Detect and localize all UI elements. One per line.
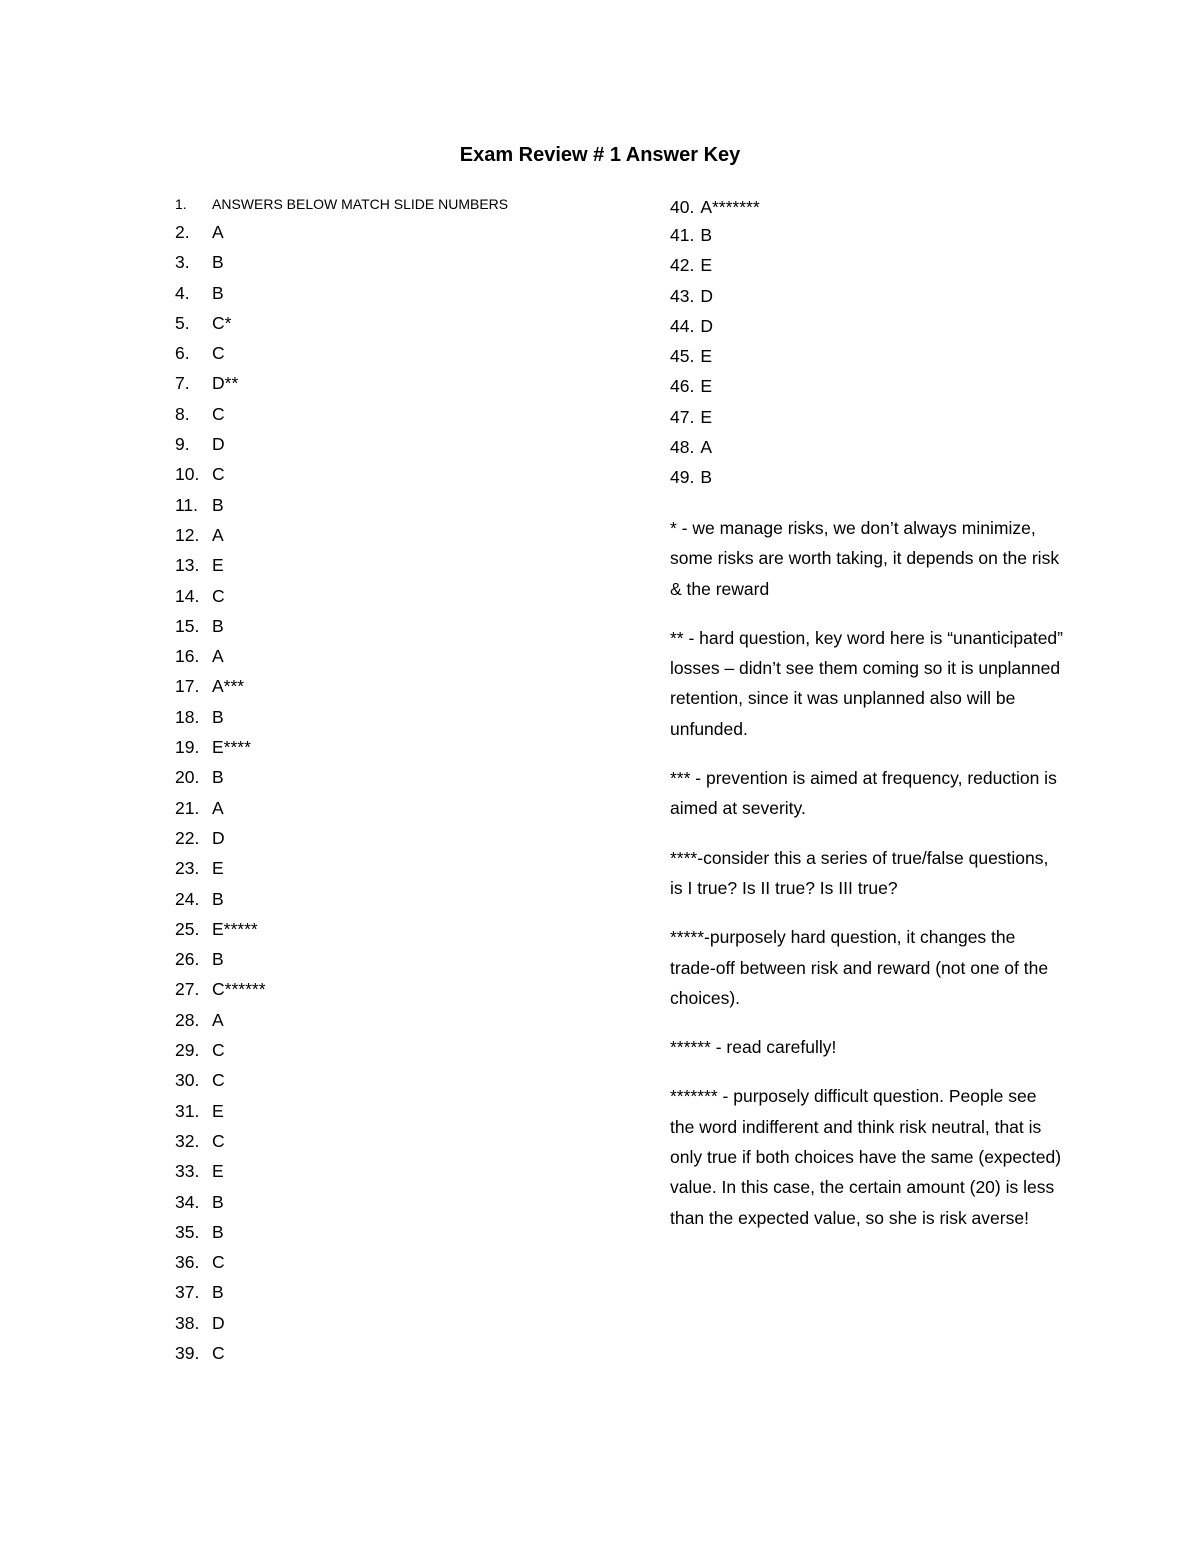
answer-item (175, 550, 635, 580)
answer-value: C (212, 1040, 225, 1061)
answer-item (175, 762, 635, 792)
answer-number: 6. (175, 343, 190, 364)
answer-number: 15. (175, 615, 200, 636)
answer-item (175, 1035, 635, 1065)
answer-value: B (212, 1282, 224, 1303)
answer-item (175, 974, 635, 1004)
answer-item (670, 281, 1070, 311)
answer-number: 16. (175, 646, 200, 667)
answer-item (175, 1065, 635, 1095)
answer-item (175, 853, 635, 883)
answer-item (175, 217, 635, 247)
answer-number: 4. (175, 282, 190, 303)
answer-value: B (212, 252, 224, 273)
answer-value: A (212, 524, 224, 545)
answer-number: 44. (670, 315, 695, 336)
answer-number: 39. (175, 1342, 200, 1363)
answer-value: D** (212, 373, 239, 394)
answer-item (670, 192, 1070, 220)
footnote: ****** - read carefully! (670, 1037, 837, 1058)
answer-item (175, 308, 635, 338)
answer-value: A (212, 797, 224, 818)
answer-number: 11. (175, 494, 199, 515)
answer-value: ANSWERS BELOW MATCH SLIDE NUMBERS (212, 196, 509, 212)
answer-item (175, 823, 635, 853)
answer-number: 5. (175, 312, 190, 333)
answer-number: 35. (175, 1221, 200, 1242)
answer-value: C (212, 464, 225, 485)
answer-value: A (212, 646, 224, 667)
answer-item (175, 884, 635, 914)
answer-number: 29. (175, 1040, 200, 1061)
answer-number: 48. (670, 437, 695, 458)
answer-value: A (212, 1009, 224, 1030)
answer-item (175, 399, 635, 429)
answer-number: 21. (175, 797, 200, 818)
answer-value: B (212, 767, 224, 788)
answer-value: B (212, 494, 224, 515)
answer-value: C (212, 1130, 225, 1151)
answer-item (175, 641, 635, 671)
answer-item (175, 520, 635, 550)
answer-value: B (212, 1191, 224, 1212)
answer-value: E (212, 555, 224, 576)
answer-number: 45. (670, 346, 695, 367)
answer-value: A (700, 437, 713, 458)
answer-item (175, 944, 635, 974)
answer-item (175, 1338, 635, 1368)
answer-item (175, 1005, 635, 1035)
answer-number: 47. (670, 406, 695, 427)
answer-value: A******* (700, 197, 760, 217)
footnote: ** - hard question, key word here is “unanticipated” losses – didn’t see them coming so it is unplanned retention, since it was unplanned also will be unfunded. (670, 627, 1063, 739)
footnotes (670, 513, 1065, 1252)
answer-item (175, 702, 635, 732)
footnote: *** - prevention is aimed at frequency, reduction is aimed at severity. (670, 768, 1057, 819)
answer-value: E**** (212, 737, 251, 758)
answer-number: 19. (175, 737, 200, 758)
answer-value: E (212, 858, 224, 879)
answer-value: E (700, 346, 713, 367)
answer-number: 8. (175, 403, 190, 424)
footnote: ****-consider this a series of true/false questions, is I true? Is II true? Is III true? (670, 847, 1049, 898)
answer-number: 9. (175, 434, 190, 455)
answer-item (175, 1187, 635, 1217)
answer-item (175, 278, 635, 308)
answer-item (175, 1308, 635, 1338)
answer-value: C (212, 1070, 225, 1091)
answer-item (670, 311, 1070, 341)
answer-value: E (700, 376, 713, 397)
answer-item (175, 1096, 635, 1126)
answer-value: B (212, 706, 224, 727)
answer-number: 7. (175, 373, 190, 394)
answer-value: D (700, 315, 713, 336)
answer-item (175, 671, 635, 701)
answer-number: 37. (175, 1282, 200, 1303)
answer-number: 38. (175, 1312, 200, 1333)
answer-number: 26. (175, 949, 200, 970)
answer-item (670, 371, 1070, 401)
answer-number: 20. (175, 767, 200, 788)
answer-number: 41. (670, 225, 695, 245)
answer-item (175, 338, 635, 368)
answer-number: 18. (175, 706, 200, 727)
answer-value: D (212, 827, 225, 848)
answer-number: 25. (175, 918, 200, 939)
answer-value: C (212, 1252, 225, 1273)
answer-number: 36. (175, 1252, 200, 1273)
answer-value: A*** (212, 676, 245, 697)
answer-item (670, 432, 1070, 462)
answer-number: 42. (670, 255, 695, 276)
answer-number: 31. (175, 1100, 200, 1121)
answer-number: 14. (175, 585, 200, 606)
answer-list-right (670, 192, 1070, 493)
answer-item (670, 462, 1070, 492)
answer-value: C* (212, 312, 232, 333)
answer-item (175, 611, 635, 641)
answer-value: E (212, 1100, 224, 1121)
answer-number: 34. (175, 1191, 200, 1212)
answer-item (175, 914, 635, 944)
answer-number: 13. (175, 555, 200, 576)
answer-list-left (175, 192, 635, 1368)
answer-item (175, 581, 635, 611)
answer-number: 46. (670, 376, 695, 397)
answer-value: D (212, 434, 225, 455)
answer-number: 33. (175, 1161, 200, 1182)
answer-value: B (212, 949, 224, 970)
page-title: Exam Review # 1 Answer Key (459, 144, 741, 166)
answer-number: 27. (175, 979, 200, 1000)
answer-value: B (212, 1221, 224, 1242)
answer-number: 49. (670, 467, 695, 488)
footnote: ******* - purposely difficult question. People see the word indifferent and think risk neutral, that is only true if both choices have the same (expected) value. In this case, the certain amount (20) is less than the expected value, so she is risk averse! (670, 1086, 1062, 1228)
answer-value: B (212, 282, 224, 303)
answer-number: 40. (670, 197, 695, 217)
answer-item (670, 250, 1070, 280)
footnote: *****-purposely hard question, it changes the trade-off between risk and reward (not one of the choices). (670, 927, 1049, 1008)
answer-value: C****** (212, 979, 266, 1000)
answer-item (175, 247, 635, 277)
answer-number: 10. (175, 464, 200, 485)
answer-item (175, 1126, 635, 1156)
answer-value: A (212, 222, 224, 242)
answer-item (175, 192, 635, 217)
answer-item (175, 368, 635, 398)
answer-item (670, 341, 1070, 371)
answer-number: 32. (175, 1130, 200, 1151)
answer-value: E***** (212, 918, 258, 939)
answer-item (175, 1217, 635, 1247)
answer-item (175, 490, 635, 520)
answer-number: 22. (175, 827, 200, 848)
answer-item (670, 220, 1070, 250)
answer-item (175, 429, 635, 459)
answer-number: 17. (175, 676, 200, 697)
answer-number: 28. (175, 1009, 200, 1030)
answer-number: 30. (175, 1070, 200, 1091)
answer-number: 43. (670, 285, 695, 306)
answer-item (175, 1277, 635, 1307)
answer-value: C (212, 343, 225, 364)
answer-item (175, 1247, 635, 1277)
answer-value: B (212, 615, 224, 636)
footnote: * - we manage risks, we don’t always minimize, some risks are worth taking, it depends on the risk & the reward (670, 518, 1060, 599)
answer-item (175, 793, 635, 823)
answer-item (175, 1156, 635, 1186)
answer-number: 3. (175, 252, 190, 273)
answer-value: C (212, 585, 225, 606)
answer-item (175, 459, 635, 489)
answer-value: B (212, 888, 224, 909)
answer-item (175, 732, 635, 762)
answer-value: B (700, 225, 713, 245)
answer-number: 1. (175, 196, 187, 212)
answer-number: 12. (175, 524, 200, 545)
answer-number: 24. (175, 888, 200, 909)
answer-item (670, 402, 1070, 432)
answer-value: D (700, 285, 713, 306)
answer-value: B (700, 467, 713, 488)
answer-value: D (212, 1312, 225, 1333)
answer-number: 2. (175, 222, 190, 242)
answer-value: E (700, 255, 713, 276)
answer-value: C (212, 1342, 225, 1363)
answer-value: C (212, 403, 225, 424)
answer-value: E (212, 1161, 224, 1182)
answer-number: 23. (175, 858, 200, 879)
answer-value: E (700, 406, 713, 427)
